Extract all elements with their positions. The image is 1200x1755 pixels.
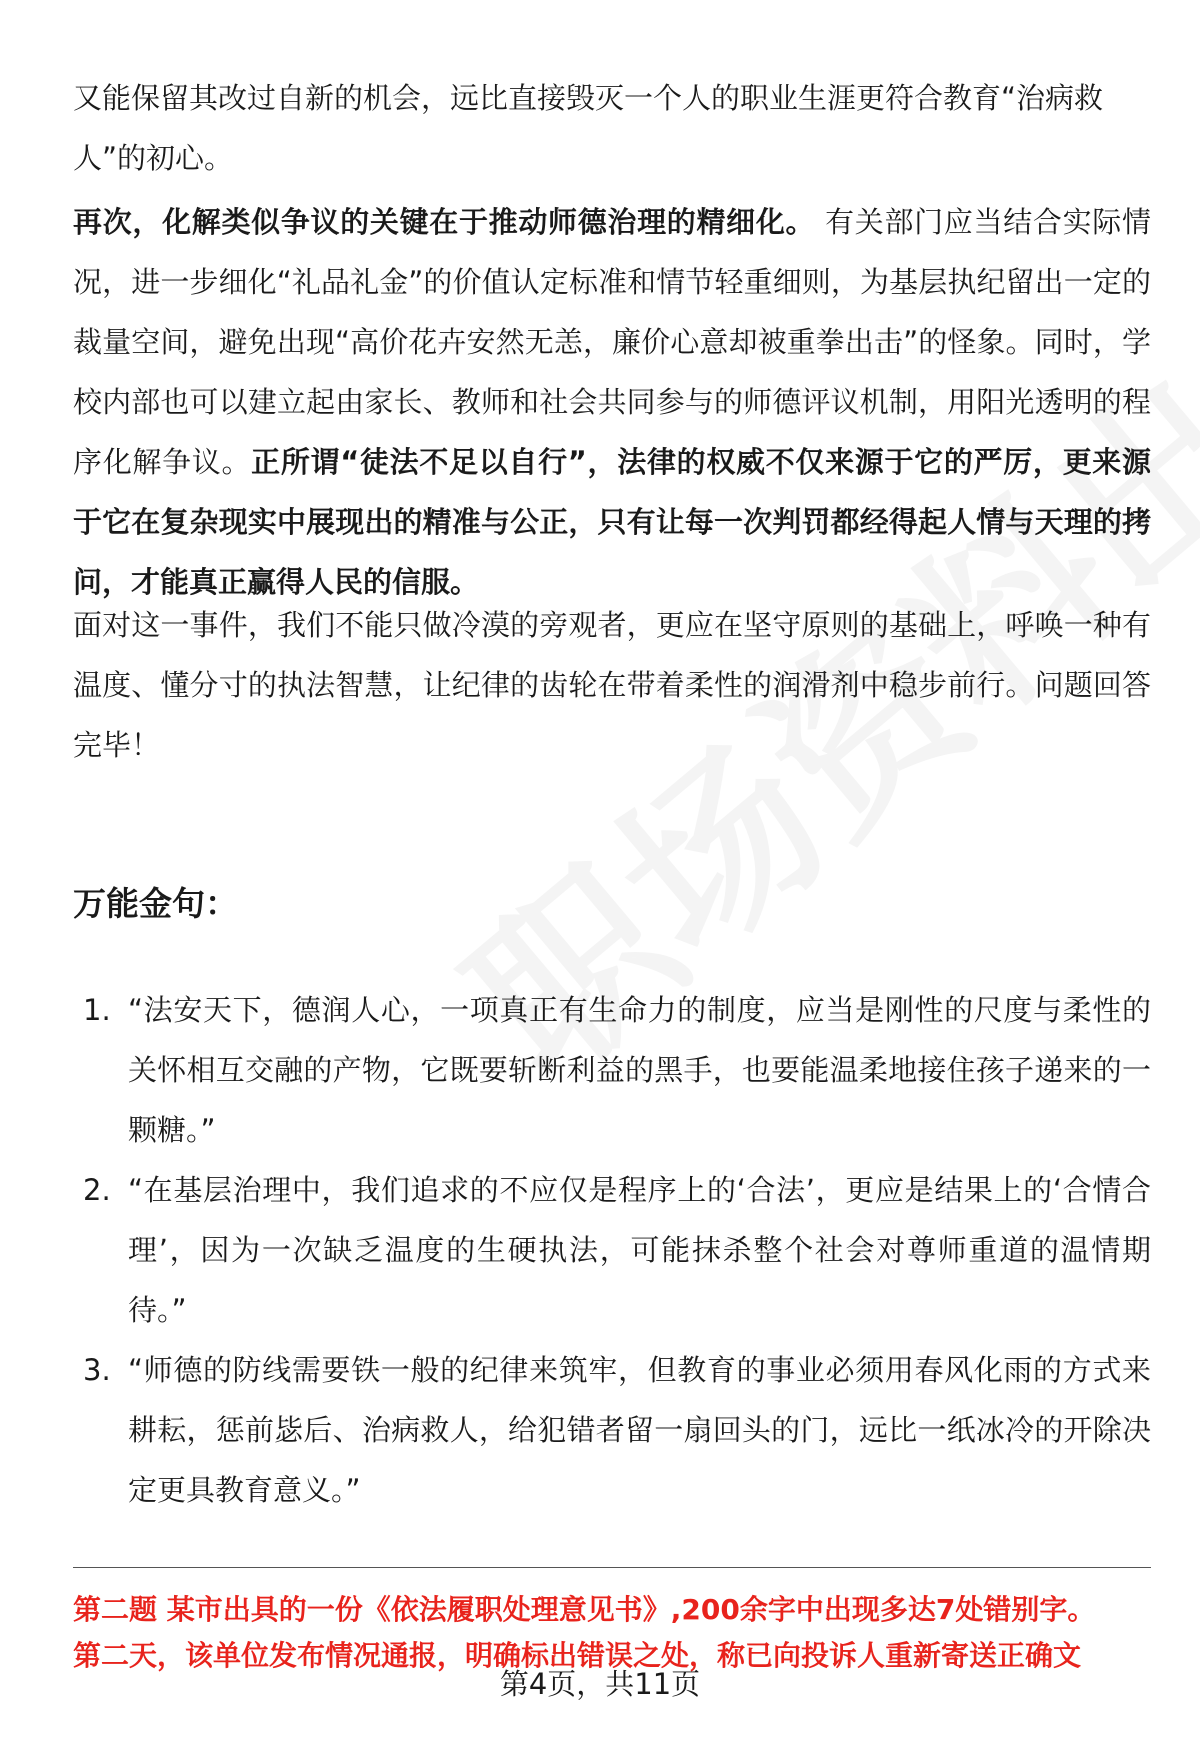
paragraph-tail-bold: 正所谓“徒法不足以自行”，法律的权威不仅来源于它的严厉，更来源于它在复杂现实中展现出的精准与公正，只有让每一次判罚都经得起人情与天理的拷问，才能真正赢得人民的信服。: [73, 445, 1151, 599]
question-line-2: 第二天，该单位发布情况通报，明确标出错误之处，称已向投诉人重新寄送正确文: [73, 1639, 1082, 1672]
page-number-footer: 第4页，共11页: [499, 1667, 701, 1701]
question-line-1: 第二题 某市出具的一份《依法履职处理意见书》,200余字中出现多达7处错别字。: [73, 1593, 1096, 1626]
quote-number: 3.: [83, 1353, 111, 1387]
conclusion-paragraph: 面对这一事件，我们不能只做冷漠的旁观者，更应在坚守原则的基础上，呼唤一种有温度、懂分寸的执法智慧，让纪律的齿轮在带着柔性的润滑剂中稳步前行。问题回答完毕！: [73, 608, 1151, 762]
paragraph-body: 有关部门应当结合实际情况，进一步细化“礼品礼金”的价值认定标准和情节轻重细则，为基层执纪留出一定的裁量空间，避免出现“高价花卉安然无恙，廉价心意却被重拳出击”的怪象。同时，学校内部也可以建立起由家长、教师和社会共同参与的师德评议机制，用阳光透明的程序化解争议。: [73, 205, 1151, 479]
quote-number: 1.: [83, 993, 111, 1027]
intro-line-2: 人”的初心。: [73, 141, 234, 175]
quote-text: “师德的防线需要铁一般的纪律来筑牢，但教育的事业必须用春风化雨的方式来耕耘，惩前毖后、治病救人，给犯错者留一扇回头的门，远比一纸冰冷的开除决定更具教育意义。”: [128, 1353, 1151, 1507]
section-heading: 万能金句：: [73, 884, 238, 923]
intro-line-1: 又能保留其改过自新的机会，远比直接毁灭一个人的职业生涯更符合教育“治病救: [73, 81, 1104, 115]
quote-text: “在基层治理中，我们追求的不应仅是程序上的‘合法’，更应是结果上的‘合情合理’，因为一次缺乏温度的生硬执法，可能抹杀整个社会对尊师重道的温情期待。”: [128, 1173, 1151, 1327]
intro-paragraph: [73, 68, 1151, 188]
quote-item: [73, 980, 1151, 1160]
section-divider: [73, 1567, 1151, 1568]
refinement-paragraph: [73, 192, 1151, 612]
quotes-list: [73, 980, 1151, 1520]
quote-item: [73, 1340, 1151, 1520]
quote-item: [73, 1160, 1151, 1340]
quote-text: “法安天下，德润人心，一项真正有生命力的制度，应当是刚性的尺度与柔性的关怀相互交融的产物，它既要斩断利益的黑手，也要能温柔地接住孩子递来的一颗糖。”: [128, 993, 1151, 1147]
quote-number: 2.: [83, 1173, 111, 1207]
paragraph-lead-bold: 再次，化解类似争议的关键在于推动师德治理的精细化。: [73, 205, 816, 239]
